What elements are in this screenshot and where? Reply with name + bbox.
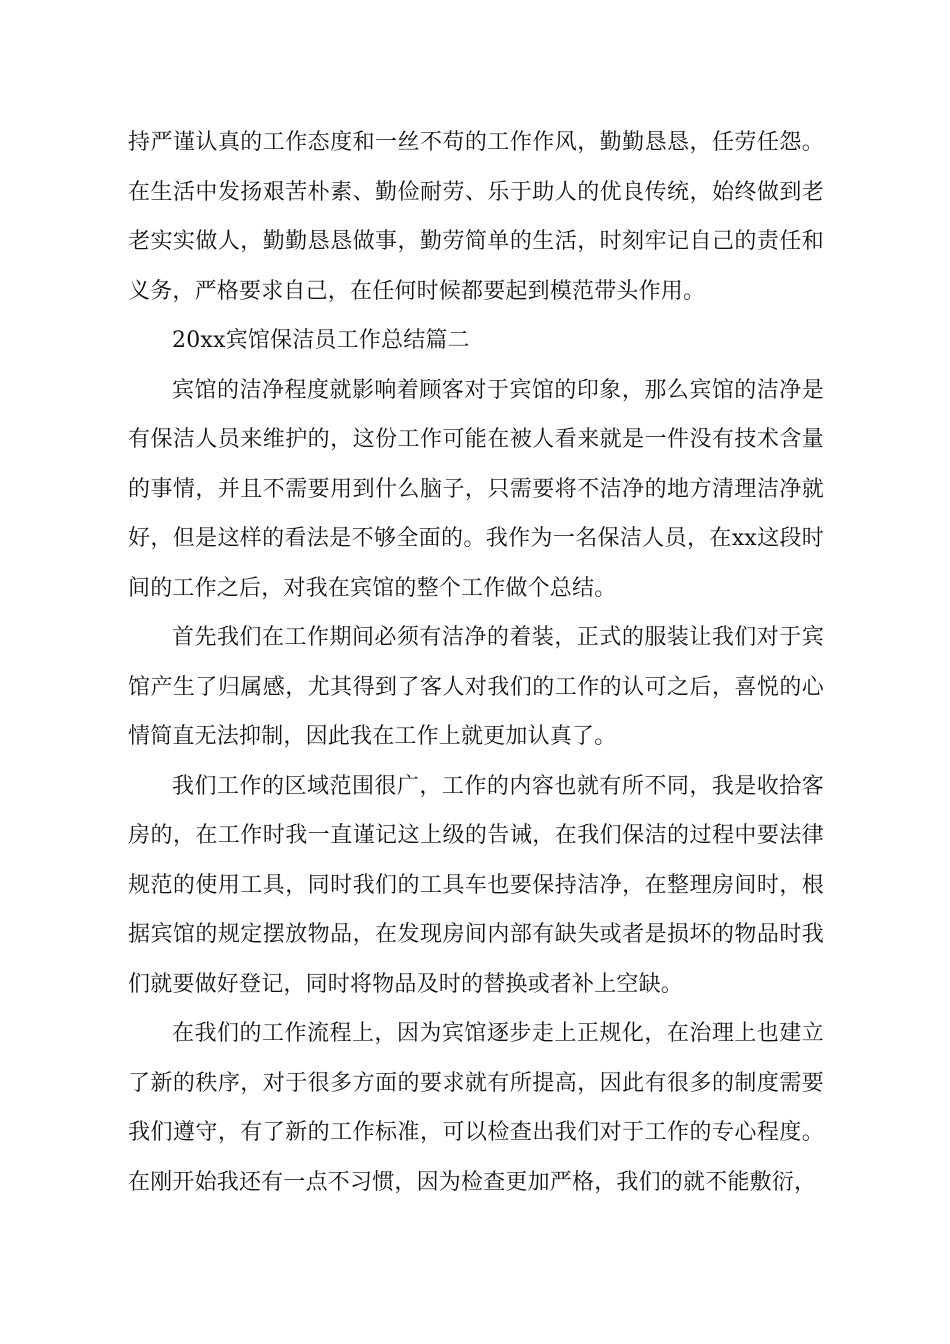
paragraph: 首先我们在工作期间必须有洁净的着装，正式的服装让我们对于宾馆产生了归属感，尤其得到了客人对我们的工作的认可之后，喜悦的心情简直无法抑制，因此我在工作上就更加认真了。 xyxy=(128,625,824,749)
document-body xyxy=(128,118,824,1207)
paragraph: 我们工作的区域范围很广，工作的内容也就有所不同，我是收拾客房的，在工作时我一直谨记这上级的告诫，在我们保洁的过程中要法律规范的使用工具，同时我们的工具车也要保持洁净，在整理房间时，根据宾馆的规定摆放物品，在发现房间内部有缺失或者是损坏的物品时我们就要做好登记，同时将物品及时的替换或者补上空缺。 xyxy=(128,773,824,997)
section-heading: 20xx宾馆保洁员工作总结篇二 xyxy=(172,328,470,353)
paragraph-continuation: 持严谨认真的工作态度和一丝不苟的工作作风，勤勤恳恳，任劳任怨。在生活中发扬艰苦朴素、勤俭耐劳、乐于助人的优良传统，始终做到老老实实做人，勤勤恳恳做事，勤劳简单的生活，时刻牢记自己的责任和义务，严格要求自己，在任何时候都要起到模范带头作用。 xyxy=(128,130,824,304)
paragraph: 在我们的工作流程上，因为宾馆逐步走上正规化，在治理上也建立了新的秩序，对于很多方面的要求就有所提高，因此有很多的制度需要我们遵守，有了新的工作标准，可以检查出我们对于工作的专心程度。在刚开始我还有一点不习惯，因为检查更加严格，我们的就不能敷衍， xyxy=(128,1021,824,1195)
paragraph: 宾馆的洁净程度就影响着顾客对于宾馆的印象，那么宾馆的洁净是有保洁人员来维护的，这份工作可能在被人看来就是一件没有技术含量的事情，并且不需要用到什么脑子，只需要将不洁净的地方清理洁净就好，但是这样的看法是不够全面的。我作为一名保洁人员，在xx这段时间的工作之后，对我在宾馆的整个工作做个总结。 xyxy=(128,377,824,601)
